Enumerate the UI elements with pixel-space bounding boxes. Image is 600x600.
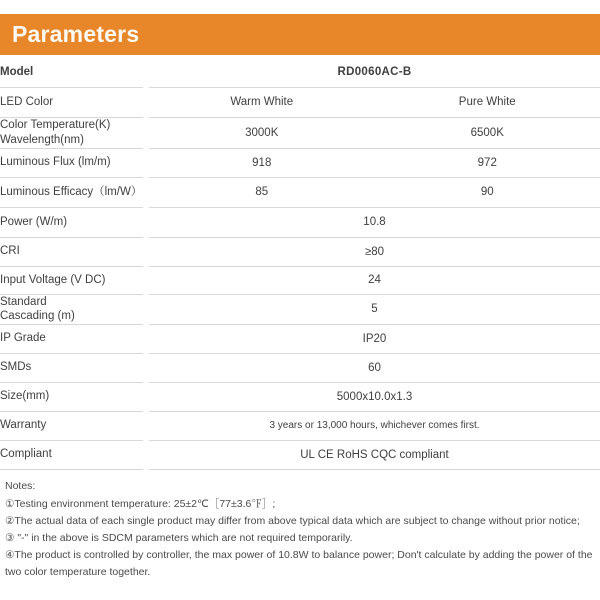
- row-value-pure: 90: [375, 177, 600, 207]
- note-item: ②The actual data of each single product may differ from above typical data which are subject to change without prior notice;: [5, 515, 580, 527]
- row-value: 60: [149, 353, 600, 382]
- table-row: [0, 353, 600, 382]
- note-item: ①Testing environment temperature: 25±2℃［77±3.6℉］;: [5, 498, 276, 510]
- row-value: 5000x10.0x1.3: [149, 382, 600, 411]
- row-value: 5: [149, 294, 600, 324]
- notes-title: Notes:: [5, 480, 36, 492]
- table-row: [0, 177, 600, 207]
- table-row: [0, 294, 600, 324]
- row-value-pure: 6500K: [375, 117, 600, 148]
- row-label: Luminous Flux (lm/m): [0, 148, 143, 177]
- table-row: [0, 117, 600, 148]
- row-value-warm: 85: [149, 177, 375, 207]
- row-value-warm: 3000K: [149, 117, 375, 148]
- row-value-warm: Warm White: [149, 87, 375, 117]
- row-value: 24: [149, 266, 600, 294]
- row-value: IP20: [149, 324, 600, 353]
- row-label: Power (W/m): [0, 207, 143, 237]
- row-label: Model: [0, 57, 143, 87]
- row-label: Input Voltage (V DC): [0, 266, 143, 294]
- row-label: Luminous Efficacy（lm/W）: [0, 177, 143, 207]
- table-row: [0, 266, 600, 294]
- row-label: Warranty: [0, 411, 143, 440]
- note-item: ③ "-" in the above is SDCM parameters which are not required temporarily.: [5, 532, 353, 544]
- notes-section: [5, 478, 593, 581]
- table-row: [0, 440, 600, 469]
- row-label: CRI: [0, 237, 143, 266]
- table-row: [0, 57, 600, 87]
- page-title: Parameters: [12, 21, 140, 47]
- table-row: [0, 382, 600, 411]
- table-row: [0, 207, 600, 237]
- table-row: [0, 324, 600, 353]
- table-row: [0, 87, 600, 117]
- row-value: UL CE RoHS CQC compliant: [149, 440, 600, 469]
- note-item: ④The product is controlled by controller, the max power of 10.8W to balance power; Don't calculate by adding the power of the two color temperature together.: [5, 549, 593, 578]
- row-label: Standard Cascading (m): [0, 294, 143, 324]
- row-label: SMDs: [0, 353, 143, 382]
- specifications-table: [0, 57, 600, 470]
- row-value: 3 years or 13,000 hours, whichever comes first.: [149, 411, 600, 440]
- table-row: [0, 411, 600, 440]
- row-label: IP Grade: [0, 324, 143, 353]
- row-value-warm: 918: [149, 148, 375, 177]
- row-value-pure: Pure White: [375, 87, 600, 117]
- row-label: LED Color: [0, 87, 143, 117]
- row-value: RD0060AC-B: [149, 57, 600, 87]
- row-value-pure: 972: [375, 148, 600, 177]
- table-row: [0, 148, 600, 177]
- row-label: Size(mm): [0, 382, 143, 411]
- row-label: Compliant: [0, 440, 143, 469]
- parameters-banner: [0, 14, 600, 55]
- row-value: 10.8: [149, 207, 600, 237]
- table-row: [0, 237, 600, 266]
- row-value: ≥80: [149, 237, 600, 266]
- row-label: Color Temperature(K) Wavelength(nm): [0, 117, 143, 148]
